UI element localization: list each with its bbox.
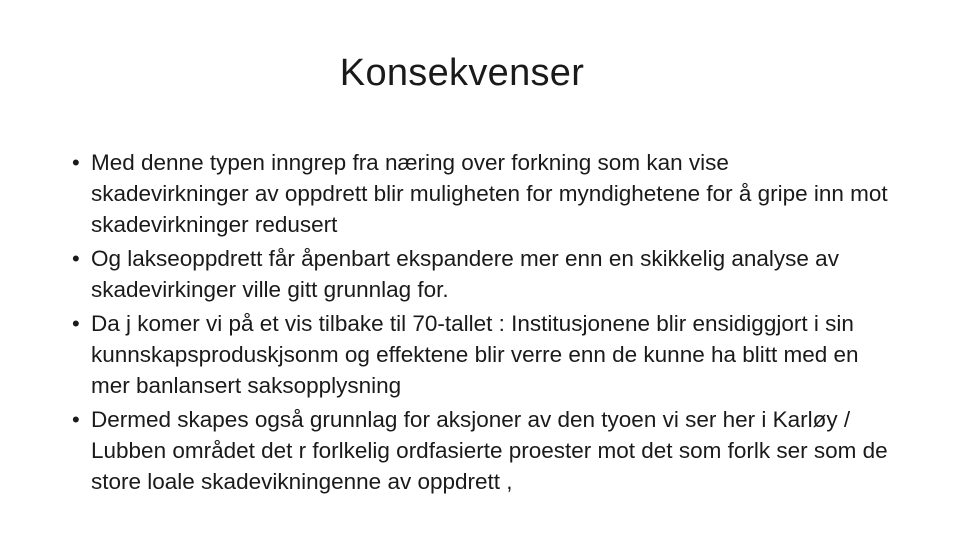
bullet-item <box>72 147 892 240</box>
bullet-text: Med denne typen inngrep fra næring over forkning som kan vise skadevirkninger av oppdrett blir muligheten for myndighetene for å gripe inn mot skadevirkninger redusert <box>91 150 888 237</box>
bullet-text: Da j komer vi på et vis tilbake til 70-tallet : Institusjonene blir ensidiggjort i sin kunnskapsproduskjsonm og effektene blir verre enn de kunne ha blitt med en mer banlansert saksopplysning <box>91 311 859 398</box>
slide-title: Konsekvenser <box>339 52 585 94</box>
bullet-text: Og lakseoppdrett får åpenbart ekspandere mer enn en skikkelig analyse av skadevirkinger ville gitt grunnlag for. <box>91 246 839 302</box>
bullet-icon: • <box>72 407 80 432</box>
bullet-list <box>72 147 892 500</box>
bullet-text: Dermed skapes også grunnlag for aksjoner av den tyoen vi ser her i Karløy / Lubben området det r forlkelig ordfasierte proester mot det som forlk ser som de store loale skadevikningenne av oppdrett , <box>91 407 888 494</box>
bullet-icon: • <box>72 150 80 175</box>
bullet-icon: • <box>72 311 80 336</box>
bullet-item <box>72 243 892 305</box>
bullet-icon: • <box>72 246 80 271</box>
bullet-item <box>72 404 892 497</box>
bullet-item <box>72 308 892 401</box>
